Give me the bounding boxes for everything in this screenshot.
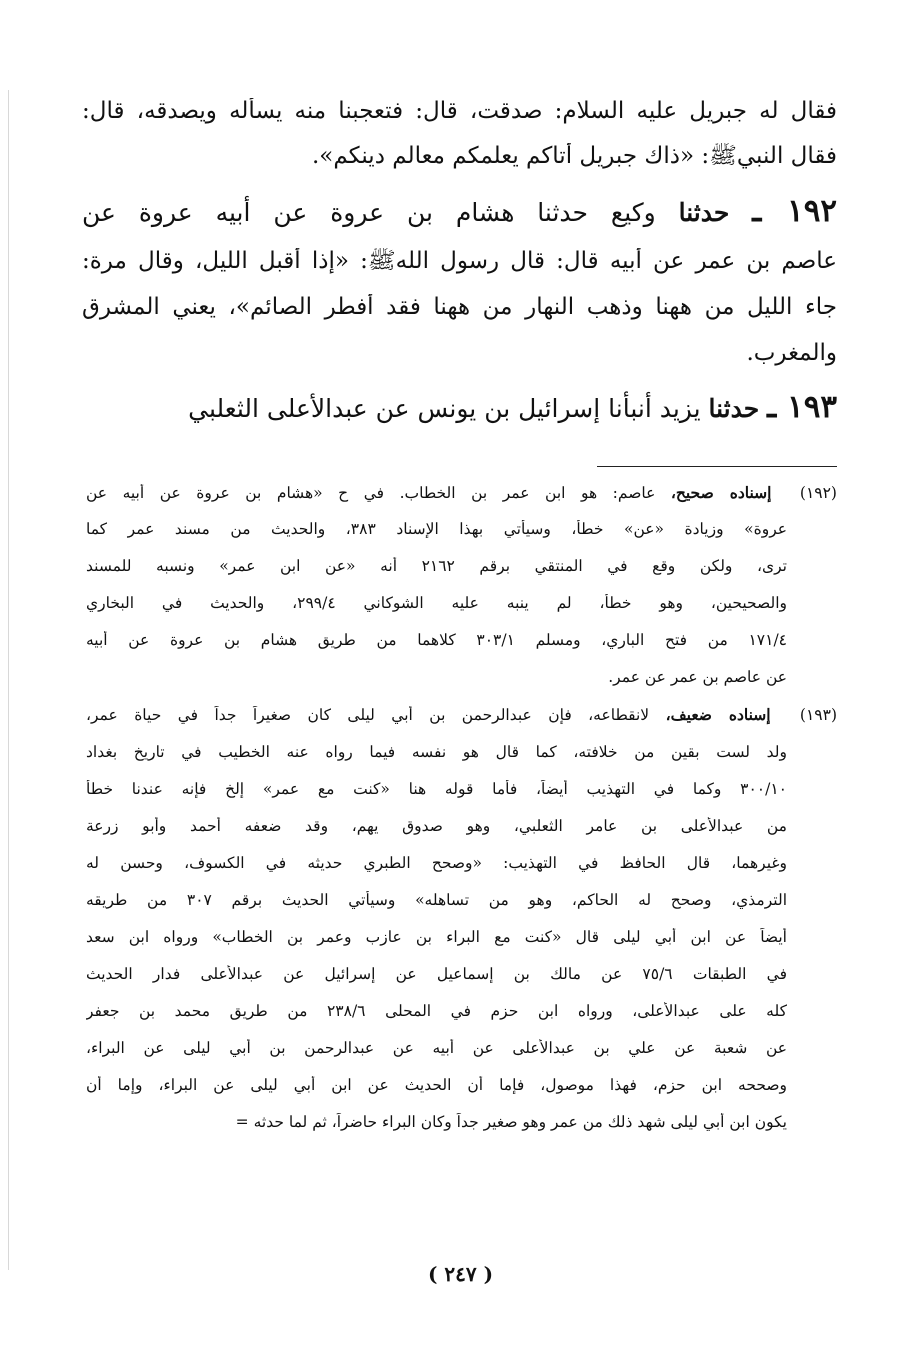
footnote-193-line: الترمذي، وصحح له الحاكم، وهو من تساهله» وسيأتي الحديث برقم ٣٠٧ من طريقه (86, 891, 787, 909)
footnote-number: (١٩٣) (799, 706, 837, 724)
main-line-2: فقال النبيﷺ: «ذاك جبريل أتاكم يعلمكم معالم دينكم». (311, 143, 837, 169)
footnote-193-line: من عبدالأعلى بن عامر الثعلبي، وهو صدوق يهم، وقد ضعفه أحمد وأبو زرعة (86, 817, 787, 835)
main-line-1: فقال له جبريل عليه السلام: صدقت، قال: فتعجبنا منه يسأله ويصدقه، قال: (82, 98, 837, 124)
footnote-192-line: عروة» وزيادة «عن» خطأ، وسيأتي بهذا الإسناد ٣٨٣، والحديث من مسند عمر كما (86, 520, 787, 538)
footnote-text: لانقطاعه، فإن عبدالرحمن بن أبي ليلى كان صغيراً جداً في حياة عمر، (86, 706, 650, 724)
hadith-keyword: حدثنا (678, 198, 730, 227)
hadith-number: ١٩٣ ـ (767, 389, 837, 425)
footnote-193-line: ٣٠٠/١٠ وكما في التهذيب أيضاً، فأما قوله هنا «كنت مع عمر» إلخ فإنه عندنا خطأ (86, 780, 787, 798)
hadith-keyword: حدثنا (708, 394, 760, 423)
footnote-193-line: وغيرهما، قال الحافظ في التهذيب: «وصحح الطبري حديثه في الكسوف، وحسن له (86, 854, 787, 872)
hadith-number: ١٩٢ ـ (752, 193, 837, 229)
footnote-193-line: عن شعبة عن علي بن عبدالأعلى عن أبيه عن عبدالرحمن بن أبي ليلى عن البراء، (86, 1039, 787, 1057)
footnote-keyword: إسناده صحيح، (670, 484, 772, 502)
footnote-192-line-1 (86, 484, 837, 503)
main-line-5: جاء الليل من ههنا وذهب النهار من ههنا فقد أفطر الصائم»، يعني المشرق (82, 294, 837, 320)
main-line-4: عاصم بن عمر عن أبيه قال: قال رسول اللهﷺ: «إذا أقبل الليل، وقال مرة: (82, 248, 837, 274)
footnote-text: عاصم: هو ابن عمر بن الخطاب. في ح «هشام بن عروة عن أبيه عن (86, 484, 656, 502)
page-number: ( ٢٤٧ ) (427, 1262, 494, 1286)
footnote-192-line: ترى، ولكن وقع في المنتقي برقم ٢١٦٢ أنه «عن ابن عمر» ونسبه للمسند (86, 557, 787, 575)
footnote-193-line: يكون ابن أبي ليلى شهد ذلك من عمر وهو صغير جداً وكان البراء حاضراً، ثم لما حدثه = (235, 1113, 787, 1131)
main-line-6: والمغرب. (746, 340, 837, 366)
hadith-192-heading (82, 193, 837, 230)
hadith-text: يزيد أنبأنا إسرائيل بن يونس عن عبدالأعلى الثعلبي (188, 394, 701, 423)
footnote-number: (١٩٢) (799, 484, 837, 502)
hadith-text: وكيع حدثنا هشام بن عروة عن أبيه عروة عن (82, 198, 656, 227)
footnote-193-line: كله على عبدالأعلى، ورواه ابن حزم في المحلى ٢٣٨/٦ من طريق محمد بن جعفر (86, 1002, 787, 1020)
footnote-192-line: والصحيحين، وهو خطأ، لم ينبه عليه الشوكاني ٢٩٩/٤، والحديث في البخاري (86, 594, 787, 612)
hadith-193-heading (82, 389, 837, 426)
footnote-193-line-1 (86, 706, 837, 725)
footnote-193-line: وصححه ابن حزم، فهذا موصول، فإما أن الحديث عن ابن أبي ليلى عن البراء، وإما أن (86, 1076, 787, 1094)
footnote-divider (597, 466, 837, 467)
scan-edge (8, 90, 9, 1270)
footnote-193-line: ولد لست بقين من خلافته، كما قال هو نفسه فيما رواه عنه الخطيب في تاريخ بغداد (86, 743, 787, 761)
footnote-193-line: في الطبقات ٧٥/٦ عن مالك بن إسماعيل عن إسرائيل عن عبدالأعلى فدار الحديث (86, 965, 787, 983)
footnote-192-line: عن عاصم بن عمر عن عمر. (608, 668, 787, 686)
footnote-193-line: أيضاً عن ابن أبي ليلى قال «كنت مع البراء بن عازب وعمر بن الخطاب» ورواه ابن سعد (86, 928, 787, 946)
footnote-keyword: إسناده ضعيف، (665, 706, 771, 724)
footnote-192-line: ١٧١/٤ من فتح الباري، ومسلم ٣٠٣/١ كلاهما من طريق هشام بن عروة عن أبيه (86, 631, 787, 649)
